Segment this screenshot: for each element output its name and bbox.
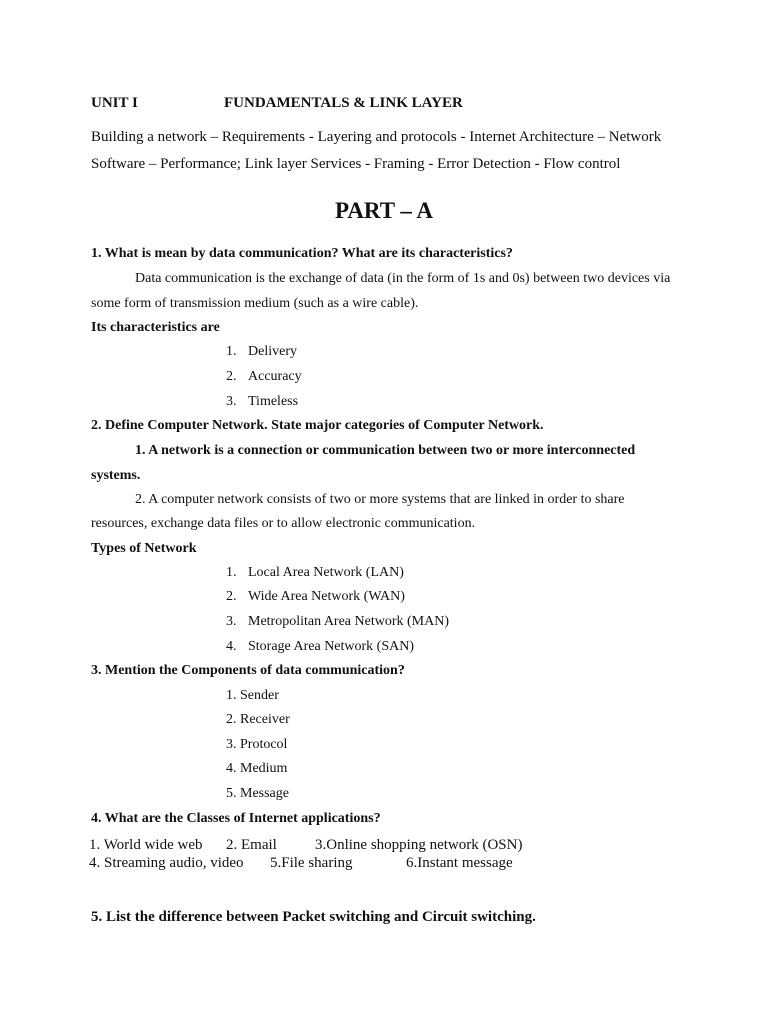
network-type-item: Wide Area Network (WAN) (248, 589, 405, 604)
network-type-item: Metropolitan Area Network (MAN) (248, 614, 450, 629)
application-item: 6.Instant message (406, 855, 513, 871)
question-1: 1. What is mean by data communication? What are its characteristics? (91, 246, 513, 261)
list-number: 3. (226, 614, 237, 629)
component-item: 2. Receiver (226, 712, 290, 727)
q2-definition-1-line-1: 1. A network is a connection or communication between two or more interconnected (135, 443, 636, 458)
application-item: 5.File sharing (270, 855, 353, 871)
component-item: 3. Protocol (226, 737, 288, 752)
characteristic-item: Accuracy (248, 369, 302, 384)
q1-answer-line-2: some form of transmission medium (such as a wire cable). (91, 296, 419, 311)
unit-label: UNIT I (91, 95, 138, 111)
characteristic-item: Delivery (248, 344, 297, 359)
component-item: 4. Medium (226, 761, 288, 776)
list-number: 1. (226, 344, 237, 359)
types-heading: Types of Network (91, 541, 197, 556)
network-type-item: Storage Area Network (SAN) (248, 639, 415, 654)
application-item: 1. World wide web (89, 837, 203, 853)
application-item: 4. Streaming audio, video (89, 855, 244, 871)
list-number: 2. (226, 369, 237, 384)
q2-definition-1-line-2: systems. (91, 468, 141, 483)
question-3: 3. Mention the Components of data communication? (91, 663, 405, 678)
network-type-item: Local Area Network (LAN) (248, 565, 404, 580)
list-number: 4. (226, 639, 237, 654)
q1-answer-line-1: Data communication is the exchange of data (in the form of 1s and 0s) between two devices via (135, 271, 671, 286)
part-title: PART – A (334, 198, 434, 223)
application-item: 3.Online shopping network (OSN) (315, 837, 523, 853)
q2-definition-2-line-2: resources, exchange data files or to allow electronic communication. (91, 516, 476, 531)
list-number: 3. (226, 394, 237, 409)
list-number: 1. (226, 565, 237, 580)
component-item: 1. Sender (226, 688, 279, 703)
q2-definition-2-line-1: 2. A computer network consists of two or more systems that are linked in order to share (135, 492, 625, 507)
question-4: 4. What are the Classes of Internet applications? (91, 811, 381, 826)
syllabus-line-1: Building a network – Requirements - Layering and protocols - Internet Architecture – Network (91, 129, 662, 145)
question-5: 5. List the difference between Packet switching and Circuit switching. (91, 909, 536, 925)
syllabus-line-2: Software – Performance; Link layer Services - Framing - Error Detection - Flow control (91, 156, 621, 172)
characteristics-heading: Its characteristics are (91, 320, 220, 335)
characteristic-item: Timeless (248, 394, 299, 409)
question-2: 2. Define Computer Network. State major categories of Computer Network. (91, 418, 544, 433)
list-number: 2. (226, 589, 237, 604)
unit-title: FUNDAMENTALS & LINK LAYER (224, 95, 463, 111)
component-item: 5. Message (226, 786, 289, 801)
application-item: 2. Email (226, 837, 277, 853)
